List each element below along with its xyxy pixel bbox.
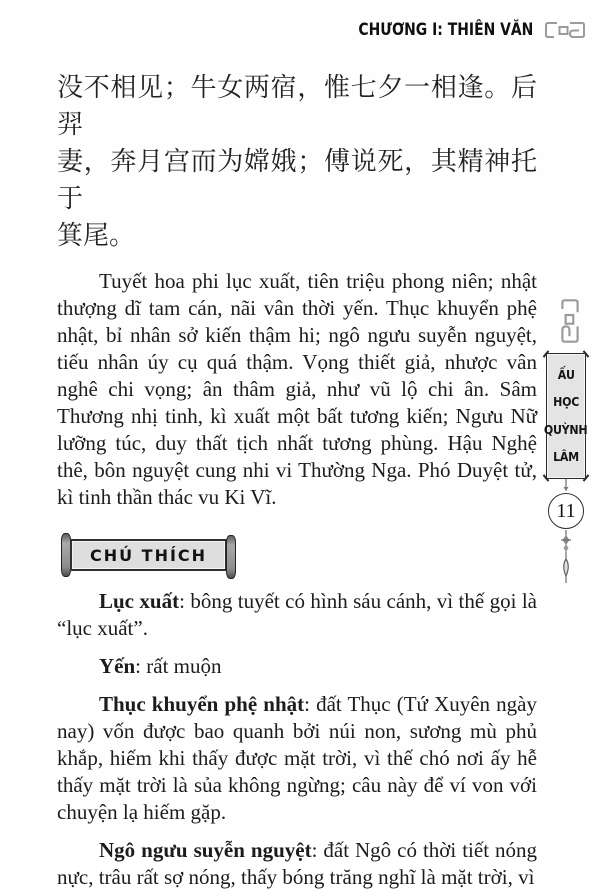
chinese-line: 妻，奔月宫而为嫦娥；傅说死，其精神托于 <box>57 147 537 214</box>
footnote <box>57 588 537 642</box>
hanging-thread-icon <box>560 479 572 492</box>
chapter-header <box>320 20 588 40</box>
transliteration-paragraph: Tuyết hoa phi lục xuất, tiên triệu phong niên; nhật thượng dĩ tam cán, nãi vân thời yến. Thục khuyển phệ nhật, bỉ nhân sở kiến thậm hi; ngô ngưu suyễn nguyệt, tiếu nhân úy cụ quá thậm. Vọng thiết giả, nhược vân nghê chi vọng; ân thâm giả, như vũ lộ chi ân. Sâm Thương nhị tinh, kì xuất một bất tương kiến; Ngưu Nữ lưỡng túc, duy thất tịch nhất tương phùng. Hậu Nghệ thê, bôn nguyệt cung nhi vi Thường Nga. Phó Duyệt tử, kì tinh thần thác vu Ki Vĩ. <box>57 269 537 509</box>
book-title-word: QUỲNH <box>544 422 588 437</box>
scroll-rod-right-icon <box>226 535 236 579</box>
footnote-text: : đất Ngô có thời tiết nóng nực, trâu rất sợ nóng, thấy bóng trăng nghĩ là mặt trời, vì <box>57 838 537 889</box>
footnote <box>57 653 537 680</box>
chinese-line: 没不相见；牛女两宿，惟七夕一相逢。后羿 <box>57 73 537 140</box>
chinese-line: 箕尾。 <box>57 221 136 251</box>
book-title-word: ẤU <box>557 367 575 382</box>
banner-corner-tick <box>583 350 590 357</box>
footnote-term: Lục xuất <box>99 589 180 613</box>
notes-header-title: CHÚ THÍCH <box>70 539 227 571</box>
footnote <box>57 691 537 826</box>
footnote-text: : bông tuyết có hình sáu cánh, vì thế gọi là “lục xuất”. <box>57 589 537 640</box>
tassel-icon <box>557 530 575 584</box>
chapter-title: CHƯƠNG I: THIÊN VĂN <box>358 20 533 40</box>
page-number-badge <box>548 493 584 529</box>
book-title-banner <box>546 353 586 479</box>
book-title-word: HỌC <box>553 395 579 410</box>
page-number: 11 <box>556 499 576 522</box>
cloud-scroll-vertical-icon <box>559 296 581 346</box>
page-sidebar <box>545 296 587 584</box>
footnote <box>57 837 537 891</box>
notes-header-banner <box>61 533 236 577</box>
footnote-text: : rất muộn <box>135 654 222 678</box>
footnote-text: : đất Thục (Tứ Xuyên ngày nay) vốn được bao quanh bởi núi non, sương mù phủ khắp, hiếm khi thấy được mặt trời, vì thế chó nơi ấy hễ thấy mặt trời là sủa không ngừng; câu này để ví von với chuyện lạ hiếm gặp. <box>57 692 537 824</box>
banner-corner-tick <box>543 474 550 481</box>
book-title-word: LÂM <box>553 450 579 465</box>
banner-corner-tick <box>543 350 550 357</box>
cloud-scroll-icon <box>542 20 588 40</box>
text-column <box>57 70 537 891</box>
footnote-term: Yến <box>99 654 136 678</box>
chinese-passage <box>57 70 537 255</box>
footnote-term: Ngô ngưu suyễn nguyệt <box>99 838 312 862</box>
footnote-term: Thục khuyển phệ nhật <box>99 692 305 716</box>
banner-corner-tick <box>583 474 590 481</box>
